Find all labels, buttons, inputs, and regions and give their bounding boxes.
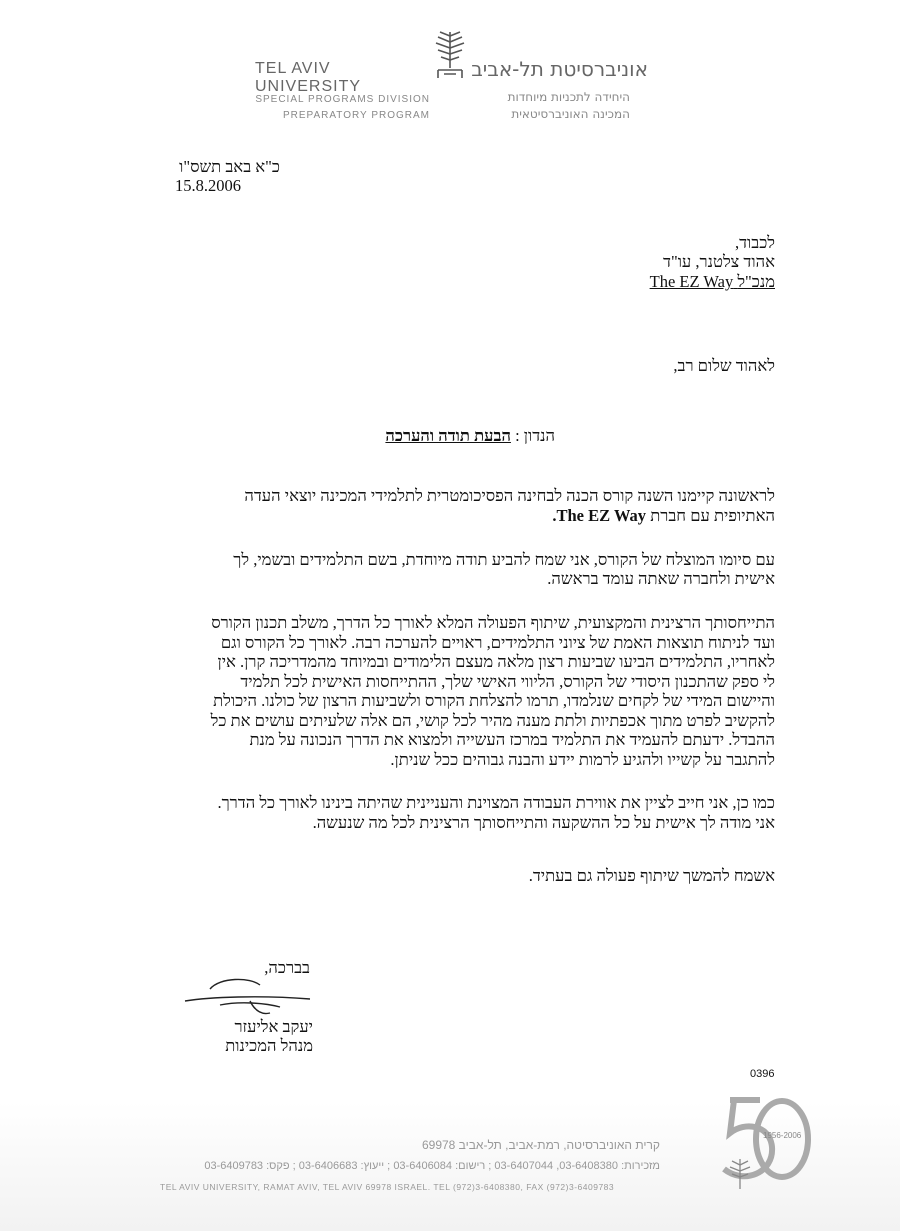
paragraph-3-line-7: ההבדל. ידעתם להעמיד את התלמיד במרכז העשייה ולמצוא את הדרך הנכונה על מנת — [249, 730, 775, 749]
footer-address-he: קרית האוניברסיטה, רמת-אביב, תל-אביב 69978 — [421, 1138, 660, 1152]
paragraph-3-line-8: להתגבר על קשייו ולהגיע לרמות יידע והבנה גבוהים ככל שניתן. — [390, 750, 775, 769]
paragraph-3-line-3: לאחריו, התלמידים הביעו שביעות רצון מלאה מעצם הלימודים ובמיוחד מהמדריכה קרן. אין — [217, 652, 775, 671]
letterhead-unit-en-2: PREPARATORY PROGRAM — [283, 110, 430, 121]
paragraph-2-line-1: עם סיומו המוצלח של הקורס, אני שמח להביע תודה מיוחדת, בשם התלמידים ובשמי, לך — [233, 550, 775, 569]
paragraph-1-line-1: לראשונה קיימנו השנה קורס הכנה לבחינה הפסיכומטרית לתלמידי המכינה יוצאי העדה — [244, 486, 775, 505]
recipient-line-1: לכבוד, — [734, 233, 775, 252]
closing-name: יעקב אליעזר — [234, 1017, 313, 1036]
paragraph-1-company: The EZ Way — [556, 506, 647, 525]
letterhead-unit-he-2: המכינה האוניברסיטאית — [511, 107, 630, 121]
university-logo-icon — [430, 28, 470, 83]
footer-phones-he: מזכירות: 03-6408380, 03-6407044 ; רישום: 03-6406084 ; ייעוץ: 03-6406683 ; פקס: 03-6409783 — [204, 1160, 660, 1172]
paragraph-2-line-2: אישית ולחברה שאתה עומד בראשה. — [547, 569, 775, 588]
document-number: 0396 — [750, 1068, 775, 1080]
paragraph-1-text: האתיופית עם חברת — [650, 506, 775, 525]
anniversary-50-logo-icon — [700, 1085, 820, 1205]
subject-label: הנדון : — [515, 426, 555, 445]
recipient-line-3 — [560, 272, 775, 291]
signature-icon — [180, 975, 315, 1020]
subject-line — [300, 426, 555, 445]
anniversary-years: 1956-2006 — [763, 1131, 802, 1140]
paragraph-5: אשמח להמשך שיתוף פעולה גם בעתיד. — [528, 866, 775, 885]
date-gregorian: 15.8.2006 — [175, 176, 241, 195]
letterhead-university-he: אוניברסיטת תל-אביב — [471, 57, 648, 81]
paragraph-3-line-5: והיישום המידי של לקחים שנלמדו, תרמו להצלחת הקורס ולשביעות הרצון של כולנו. היכולת — [213, 691, 775, 710]
paragraph-3-line-1: התייחסותך הרצינית והמקצועית, שיתוף הפעולה המלא לאורך כל הדרך, משלב תכנון הקורס — [211, 613, 775, 632]
recipient-company: The EZ Way — [649, 272, 734, 291]
paragraph-3-line-2: ועד לניתוח תוצאות האמת של ציוני התלמידים, ראויים להערכה רבה. לאורך כל הקורס וגם — [220, 633, 775, 652]
letterhead-university-en: TEL AVIV UNIVERSITY — [255, 60, 362, 95]
subject-text: הבעת תודה והערכה — [385, 426, 511, 445]
recipient-title: מנכ"ל — [737, 272, 775, 291]
paragraph-4-line-1: כמו כן, אני חייב לציין את אווירת העבודה המצוינת והעניינית שהיתה בינינו לאורך כל הדרך. — [217, 793, 775, 812]
date-hebrew: כ"א באב תשס"ו — [179, 157, 280, 176]
closing-title: מנהל המכינות — [225, 1036, 313, 1055]
paragraph-3-line-6: להקשיב לפרט מתוך אכפתיות ולתת מענה מהיר לכל קושי, הם אלה שלעיתים עושים את כל — [210, 711, 775, 730]
footer-address-en: TEL AVIV UNIVERSITY, RAMAT AVIV, TEL AVIV 69978 ISRAEL. TEL (972)3-6408380, FAX (972)3-6409783 — [160, 1182, 615, 1192]
letterhead-unit-en-1: SPECIAL PROGRAMS DIVISION — [255, 94, 430, 105]
paragraph-4-line-2: אני מודה לך אישית על כל ההשקעה והתייחסותך הרצינית לכל מה שנעשה. — [312, 813, 775, 832]
paragraph-1-line-2: האתיופית עם חברת The EZ Way. — [552, 506, 775, 525]
greeting: לאהוד שלום רב, — [673, 356, 775, 375]
recipient-line-2: אהוד צלטנר, עו"ד — [663, 252, 775, 271]
paragraph-3-line-4: לי ספק שהתכנון היסודי של הקורס, הליווי האישי שלך, ההתייחסות האישית לכל תלמיד — [240, 672, 775, 691]
letterhead-unit-he-1: היחידה לתכניות מיוחדות — [507, 90, 630, 104]
closing-blessing: בברכה, — [264, 958, 310, 977]
